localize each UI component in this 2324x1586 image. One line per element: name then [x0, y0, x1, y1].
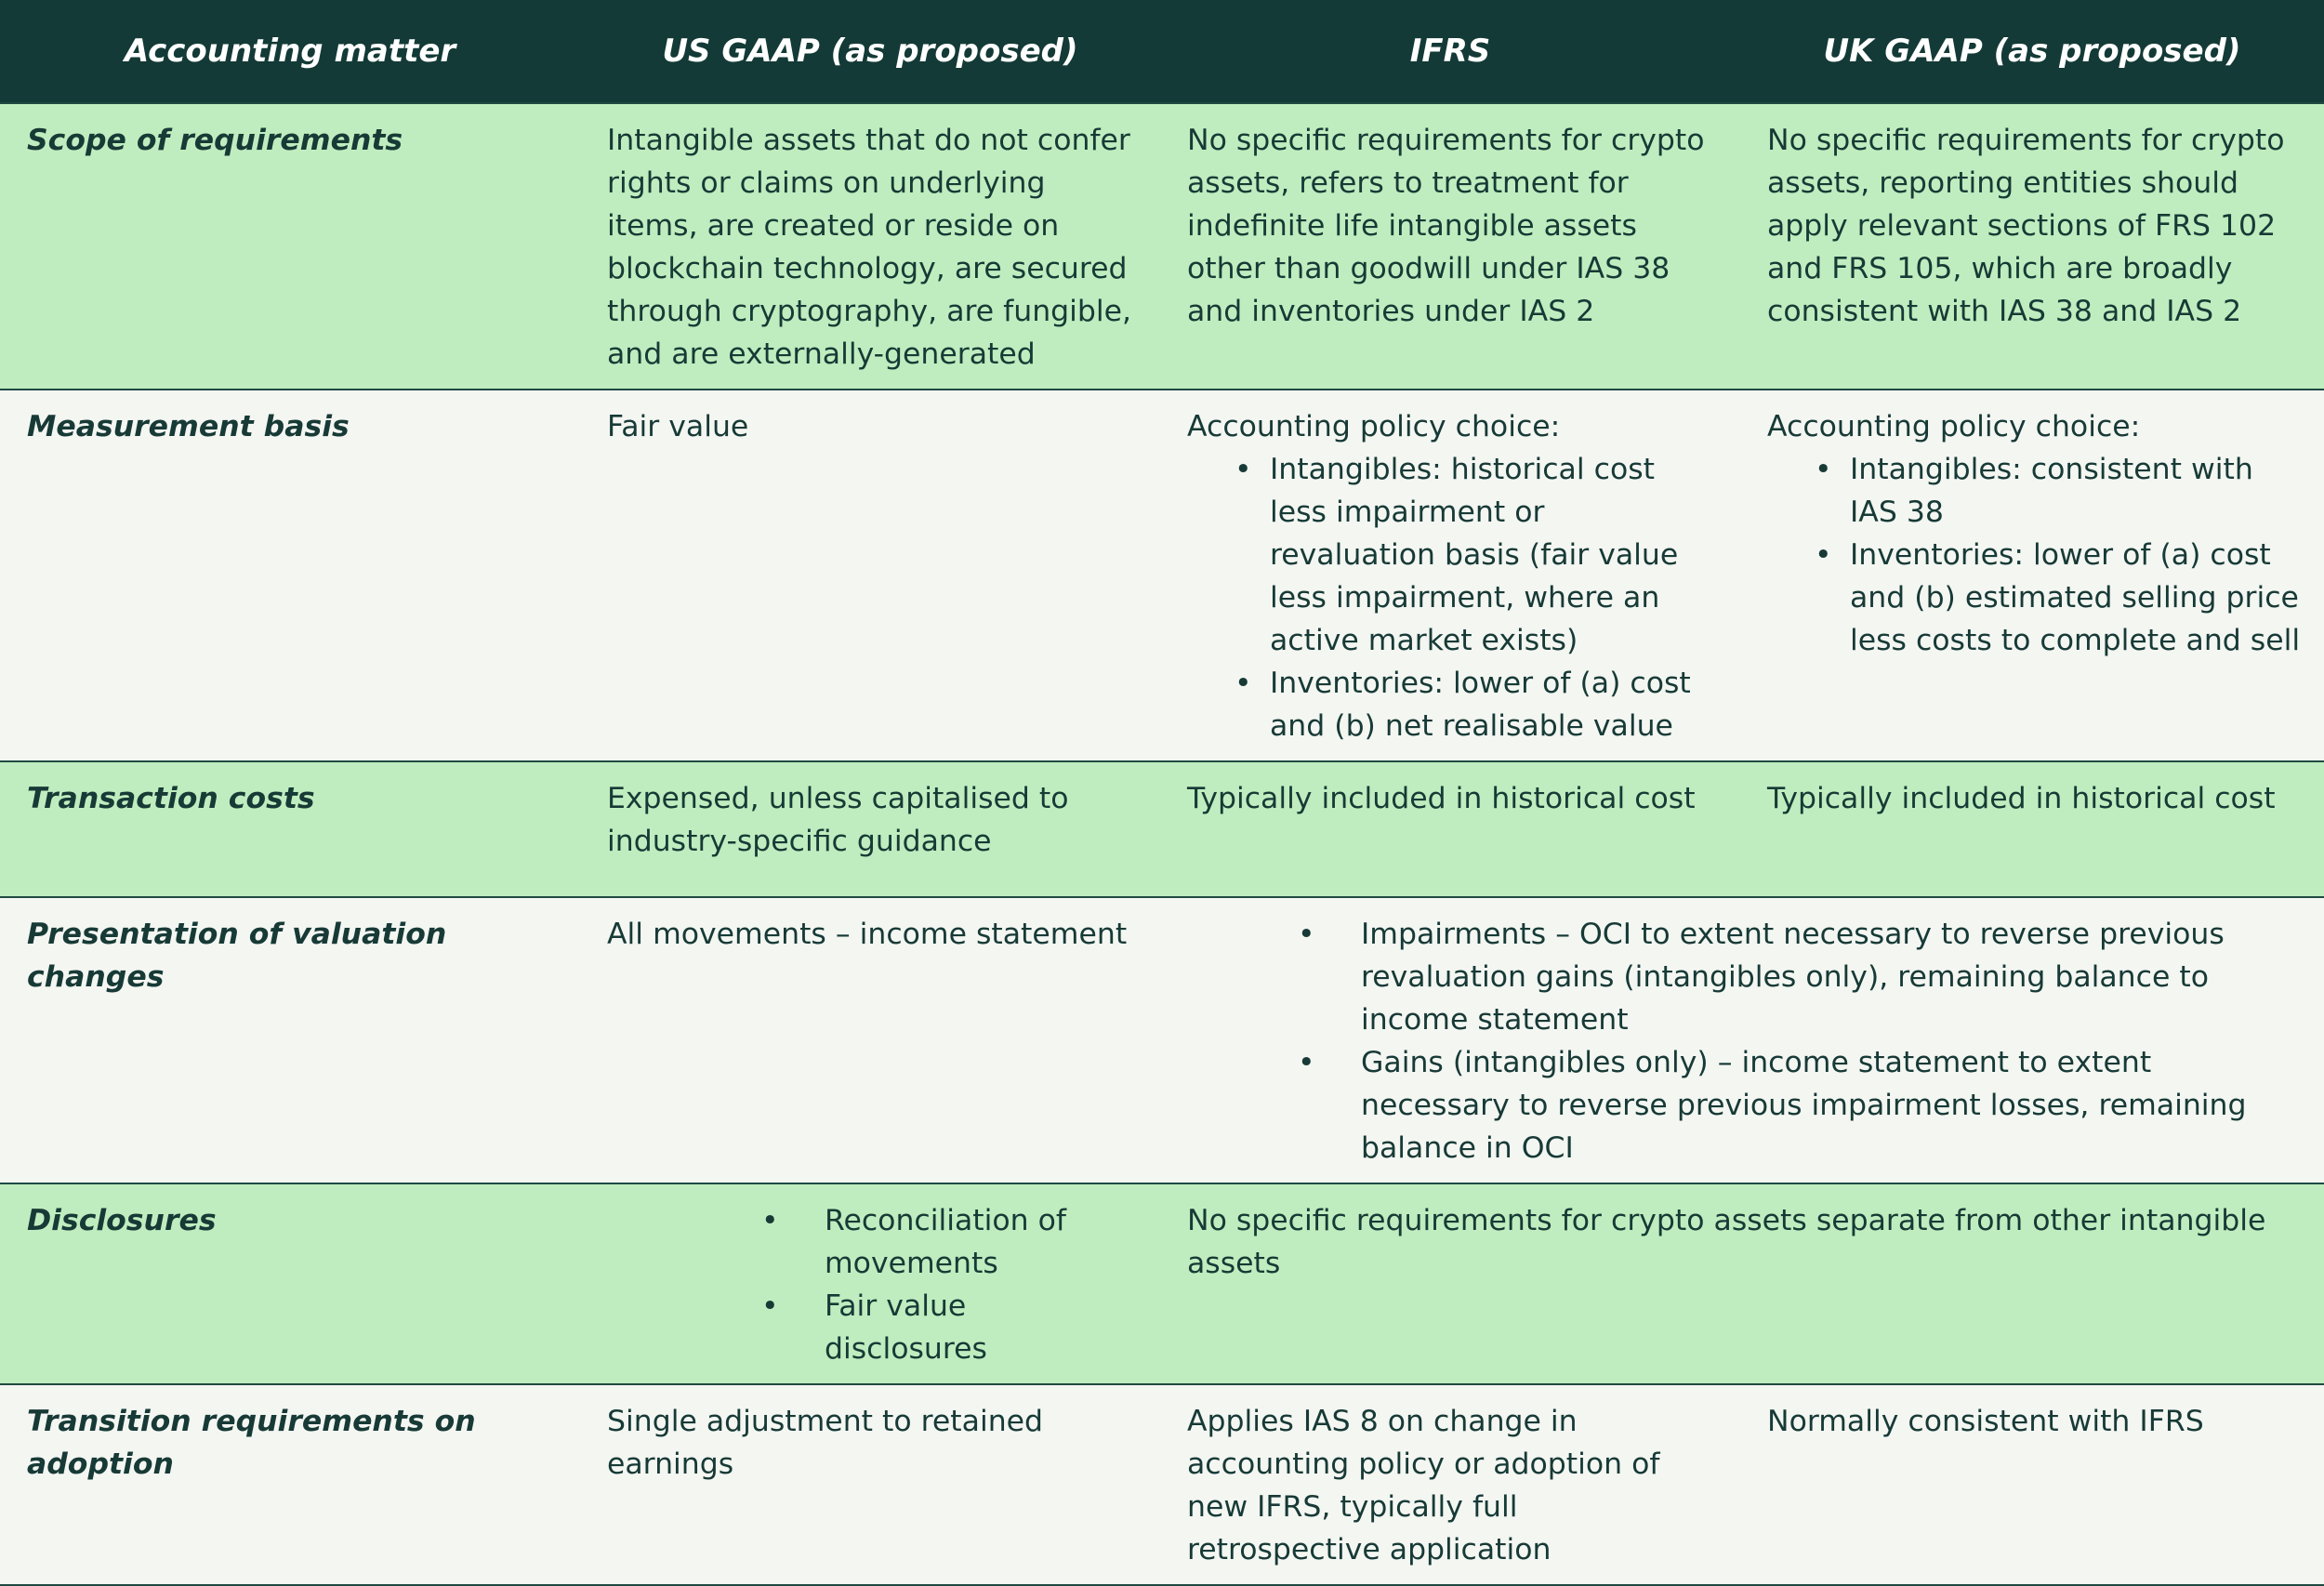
- matter-label: Transition requirements on adoption: [0, 1384, 580, 1585]
- cell-us-gaap: [580, 1183, 1160, 1384]
- cell-uk-gaap: Normally consistent with IFRS: [1740, 1384, 2324, 1585]
- cell-ifrs-uk-gaap: No specific requirements for crypto assets separate from other intangible assets: [1160, 1183, 2324, 1384]
- row-disclosures: [0, 1183, 2324, 1384]
- cell-ifrs-uk-gaap: [1160, 897, 2324, 1183]
- cell-us-gaap: Intangible assets that do not confer rights or claims on underlying items, are created or reside on blockchain technology, are secured through cryptography, are fungible, and are externally-generated: [580, 103, 1160, 390]
- bullet-list: [1187, 913, 2302, 1170]
- header-row: [0, 0, 2324, 103]
- cell-us-gaap: Fair value: [580, 390, 1160, 761]
- list-item: • Impairments – OCI to extent necessary to reverse previous revaluation gains (intangibles only), remaining balance to income statement: [1361, 913, 2302, 1041]
- cell-ifrs: Applies IAS 8 on change in accounting policy or adoption of new IFRS, typically full retrospective application: [1160, 1384, 1740, 1585]
- matter-label: Measurement basis: [0, 390, 580, 761]
- cell-us-gaap: Expensed, unless capitalised to industry-specific guidance: [580, 761, 1160, 897]
- list-item: • Inventories: lower of (a) cost and (b) estimated selling price less costs to complete and sell: [1850, 534, 2302, 662]
- header-ifrs: IFRS: [1160, 0, 1740, 103]
- header-us-gaap: US GAAP (as proposed): [580, 0, 1160, 103]
- list-item: • Inventories: lower of (a) cost and (b) net realisable value: [1270, 662, 1718, 747]
- matter-label: Transaction costs: [0, 761, 580, 897]
- cell-uk-gaap: Typically included in historical cost: [1740, 761, 2324, 897]
- row-transaction-costs: [0, 761, 2324, 897]
- cell-us-gaap: Single adjustment to retained earnings: [580, 1384, 1160, 1585]
- cell-us-gaap: All movements – income statement: [580, 897, 1160, 1183]
- matter-label: Disclosures: [0, 1183, 580, 1384]
- cell-ifrs: No specific requirements for crypto assets, refers to treatment for indefinite life intangible assets other than goodwill under IAS 38 and inventories under IAS 2: [1160, 103, 1740, 390]
- bullet-list: [1187, 448, 1718, 747]
- policy-intro: Accounting policy choice:: [1187, 410, 1561, 443]
- policy-intro: Accounting policy choice:: [1767, 410, 2141, 443]
- cell-uk-gaap: No specific requirements for crypto assets, reporting entities should apply relevant sections of FRS 102 and FRS 105, which are broadly consistent with IAS 38 and IAS 2: [1740, 103, 2324, 390]
- header-uk-gaap: UK GAAP (as proposed): [1740, 0, 2324, 103]
- row-presentation: [0, 897, 2324, 1183]
- list-item: • Intangibles: historical cost less impairment or revaluation basis (fair value less impairment, where an active market exists): [1270, 448, 1718, 662]
- cell-ifrs: Typically included in historical cost: [1160, 761, 1740, 897]
- bullet-list: [1767, 448, 2302, 662]
- list-item: • Intangibles: consistent with IAS 38: [1850, 448, 2302, 534]
- list-item: • Gains (intangibles only) – income statement to extent necessary to reverse previous impairment losses, remaining balance in OCI: [1361, 1041, 2302, 1170]
- header-accounting-matter: Accounting matter: [0, 0, 580, 103]
- row-scope: [0, 103, 2324, 390]
- row-measurement: [0, 390, 2324, 761]
- list-item: • Fair value disclosures: [825, 1285, 1138, 1370]
- matter-label: Scope of requirements: [0, 103, 580, 390]
- bullet-list: [607, 1199, 1138, 1370]
- row-transition: [0, 1384, 2324, 1585]
- matter-label: Presentation of valuation changes: [0, 897, 580, 1183]
- cell-uk-gaap: [1740, 390, 2324, 761]
- list-item: • Reconciliation of movements: [825, 1199, 1138, 1285]
- cell-ifrs: [1160, 390, 1740, 761]
